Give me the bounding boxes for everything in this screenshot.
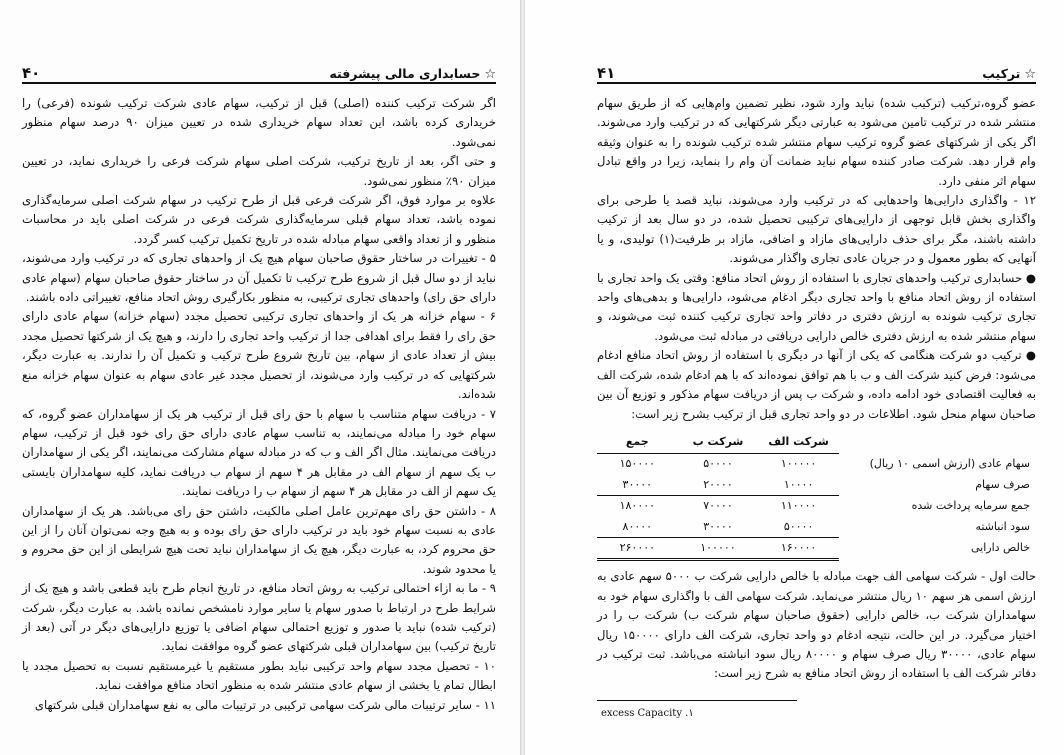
cell-company-a: ۵۰۰۰۰ <box>758 517 839 538</box>
balance-table <box>597 432 1036 561</box>
footnote-divider <box>597 700 797 701</box>
cell-company-b: ۵۰۰۰۰ <box>703 457 733 471</box>
paragraph: ۱۱ - سایر ترتیبات مالی شرکت سهامی ترکیبی در ترتیبات مالی به نفع سهامداران قبلی شرکتهای <box>34 697 496 712</box>
table-header-company-a: شرکت الف <box>758 432 839 454</box>
cell-total: ۲۶۰۰۰۰ <box>597 537 678 559</box>
table-row <box>597 537 1036 559</box>
cell-total: ۸۰۰۰۰ <box>597 517 678 538</box>
row-label: صرف سهام <box>975 477 1030 491</box>
cell-total: ۱۵۰۰۰۰ <box>619 457 656 471</box>
page-40 <box>0 0 520 755</box>
paragraph: ۶ - سهام خزانه هر یک از واحدهای تجاری ترکیبی تحصیل مجدد (سهام خزانه) سهام عادی دارای حق رای را فقط برای اهدافی جدا از ترکیب واحد تجاری را دارند، و هیچ یک از شرکتها تحصیل مجدد بیش از تعداد عادی از سهام، بین تاریخ شروع طرح ترکیب و تکمیل آن را ندارند. به عبارت دیگر، شرکتهایی که در ترکیب وارد می‌شوند، از تحصیل مجدد غیر عادی سهام به عنوان سهام خزانه منع شده‌اند. <box>22 309 496 402</box>
table-row <box>597 454 1036 475</box>
paragraph: عضو گروه،ترکیب (ترکیب شده) نباید وارد شود، نظیر تضمین وام‌هایی که از طریق سهام منتشر شده در ترکیب تامین می‌شود به عبارتی دیگر شرکتهایی که در ترکیب وارد می‌شوند. اگر یکی از شرکتهای عضو گروه ترکیب سهام منتشر شده ترکیب شونده را به عنوان وثیقه وام قرار دهد. شرکت صادر کننده سهام نباید ضمانت آن وام را بنماید، زیرا در واقع تبادل سهام اثر منفی دارد. <box>597 96 1036 188</box>
running-title: ☆حسابداری مالی پیشرفته <box>329 66 496 82</box>
body-text <box>597 94 1036 684</box>
running-title: ☆ترکیب <box>982 66 1036 82</box>
table-row <box>597 475 1036 496</box>
paragraph: اگر شرکت ترکیب کننده (اصلی) قبل از ترکیب، سهام عادی شرکت ترکیب شونده (فرعی) را خریداری کرده باشد، این تعداد سهام خریداری شده در تعیین میزان ۹۰ درصد سهام منظور نمی‌شود. <box>22 96 496 149</box>
paragraph: ۹ - ما به ازاء احتمالی ترکیب به روش اتحاد منافع، در تاریخ انجام طرح باید قطعی باشد و هیچ یک از شرایط طرح در ارتباط با صدور سهام یا سایر موارد نامشخص نمانده باشد. به عبارت دیگر، شرکت (ترکیب شده) نباید با صدور و توزیع احتمالی سهام اضافی یا توزیع دارایی‌های دیگر در آتی (بعد از تاریخ ترکیب) بین سهامداران قبلی شرکتهای عضو گروه موافقت نماید. <box>22 581 496 654</box>
paragraph: ● ترکیب دو شرکت هنگامی که یکی از آنها در دیگری با استفاده از روش اتحاد منافع ادغام می‌شود: فرض کنید شرکت الف و ب با هم توافق نموده‌اند که با هم ادغام شده، شرکت الف به فعالیت اقتصادی خود ادامه داده، و شرکت ب پس از دریافت سهام مذکور و توزیع آن بین صاحبان سهام منحل شود. اطلاعات در دو واحد تجاری قبل از ترکیب بشرح زیر است: <box>597 348 1036 421</box>
star-icon: ☆ <box>484 67 496 82</box>
paragraph: حالت اول - شرکت سهامی الف جهت مبادله با خالص دارایی شرکت ب ۵۰۰۰ سهم عادی به ارزش اسمی هر سهم ۱۰ ریال منتشر می‌نماید. شرکت سهامی الف با واگذاری سهام خود به سهامداران شرکت ب، خالص دارایی (حقوق صاحبان سهام شرکت ب) شرکت ب را در اختیار می‌گیرد. در این حالت، نتیجه ادغام دو واحد تجاری، شرکت الف دارای ۱۵۰۰۰۰ ریال سهام عادی، ۳۰۰۰۰ ریال صرف سهام و ۸۰۰۰۰ ریال سود انباشته می‌باشد. ثبت ترکیب در دفاتر شرکت الف با استفاده از روش اتحاد منافع به شرح زیر است: <box>597 569 1037 681</box>
paragraph: ● حسابداری ترکیب واحدهای تجاری با استفاده از روش اتحاد منافع: وقتی یک واحد تجاری با استفاده از روش اتحاد منافع با واحد تجاری دیگر ادغام می‌شود، دارایی‌ها و بدهی‌های واحد تجاری ترکیب شونده به ارزش دفتری در دفاتر واحد تجاری ترکیب کننده ثبت می‌شوند، و سهام منتشر شده به ارزش دفتری خالص دارایی دریافتی در مبادله ثبت می‌شود. <box>597 270 1036 343</box>
row-label: سهام عادی (ارزش اسمی ۱۰ ریال) <box>869 457 1030 471</box>
cell-company-b: ۷۰۰۰۰ <box>703 499 733 513</box>
page-41 <box>525 0 1064 755</box>
paragraph: ۵ - تغییرات در ساختار حقوق صاحبان سهام هیچ یک از واحدهای تجاری که در ترکیب وارد می‌شوند، نباید از دو سال قبل از شروع طرح ترکیب تا تکمیل آن در ساختار حقوق صاحبان سهام (سهام عادی دارای حق رای) واحدهای تجاری ترکیبی، به منظور بکارگیری روش اتحاد منافع، تغییراتی داده باشند. <box>22 251 496 305</box>
paragraph: ۱۲ - واگذاری دارایی‌ها واحدهایی که در ترکیب وارد می‌شوند، نباید قصد یا طرحی برای واگذاری بخش قابل توجهی از دارایی‌های ترکیبی تحصیل شده، در دو سال بعد از ترکیب داشته باشند، مگر برای حذف دارایی‌های مازاد و اضافی، مازاد بر ظرفیت(۱) تولیدی، و یا آنهایی که بطور معمول و در جریان عادی تجاری واگذار می‌شوند. <box>597 193 1036 266</box>
cell-company-a: ۱۱۰۰۰۰ <box>780 499 817 513</box>
paragraph: ۷ - دریافت سهام متناسب با سهام با حق رای قبل از ترکیب هر یک از سهامداران عضو گروه، که سهام خود را مبادله می‌نمایند، به تناسب سهام عادی دارای حق رای خود قبل از ترکیب، سهام دریافت می‌نمایند. مثال اگر الف و ب که در مبادله سهام مشارکت می‌نمایند، اگر یکی از سهامداران ب یک سهم از سهام الف در مقابل هر ۴ سهم از سهام ب دریافت نماید، کلیه سهامداران بایستی یک سهم از الف در مقابل هر ۴ سهم از سهام ب را دریافت نمایند. <box>22 406 496 499</box>
row-label: خالص دارایی <box>970 541 1030 555</box>
page-number: ۴۰ <box>22 64 41 82</box>
table-header-total: جمع <box>597 432 678 454</box>
paragraph: ۸ - داشتن حق رای مهم‌ترین عامل اصلی مالکیت، داشتن حق رای می‌باشد. هر یک از سهامداران عادی به نسبت سهام خود باید در ترکیب دارای حق رای بوده و به هیچ وجه نمی‌توان آنان را از این حق محروم کرد، به عبارت دیگر، هیچ یک از سهامداران نباید تحت هیچ شرایطی از این حق محروم و یا محدود شوند. <box>22 503 496 576</box>
cell-company-b: ۱۰۰۰۰۰ <box>678 537 759 559</box>
cell-company-a: ۱۰۰۰۰۰ <box>780 457 817 471</box>
table-row <box>597 496 1036 517</box>
page-header <box>597 60 1036 84</box>
star-icon: ☆ <box>1024 67 1036 82</box>
body-text <box>22 94 496 715</box>
table-header-company-b: شرکت ب <box>678 432 759 454</box>
cell-company-b: ۲۰۰۰۰ <box>678 475 759 496</box>
cell-total: ۱۸۰۰۰۰ <box>619 499 656 513</box>
paragraph: و حتی اگر، بعد از تاریخ ترکیب، شرکت اصلی سهام شرکت فرعی را خریداری نماید، در تعیین میزان ۹۰٪ منظور نمی‌شود. <box>22 154 496 188</box>
footnote: excess Capacity .۱ <box>601 708 694 719</box>
row-label: جمع سرمایه پرداخت شده <box>911 498 1030 512</box>
cell-total: ۳۰۰۰۰ <box>597 475 678 496</box>
cell-company-b: ۳۰۰۰۰ <box>678 517 759 538</box>
table-row <box>597 517 1036 538</box>
page-number: ۴۱ <box>597 64 616 82</box>
row-label: سود انباشته <box>975 519 1030 533</box>
cell-company-a: ۱۶۰۰۰۰ <box>758 537 839 559</box>
table-header-row <box>597 432 1036 454</box>
table-header-label <box>839 432 1036 454</box>
cell-company-a: ۱۰۰۰۰ <box>758 475 839 496</box>
paragraph: علاوه بر موارد فوق، اگر شرکت فرعی قبل از طرح ترکیب در سهام شرکت اصلی سرمایه‌گذاری نموده باشد، تعداد سهام قبلی سرمایه‌گذاری شرکت فرعی در شرکت اصلی باید در محاسبات منظور و از تعداد واقعی سهام مبادله شده در تاریخ تکمیل ترکیب کسر گردد. <box>22 193 496 246</box>
paragraph: ۱۰ - تحصیل مجدد سهام واحد ترکیبی نباید بطور مستقیم یا غیرمستقیم نسبت به تحصیل مجدد یا ابطال تمام یا بخشی از سهام عادی منتشر شده به منظور اتحاد منافع موافقت نماید. <box>22 658 496 693</box>
page-header <box>22 60 496 84</box>
